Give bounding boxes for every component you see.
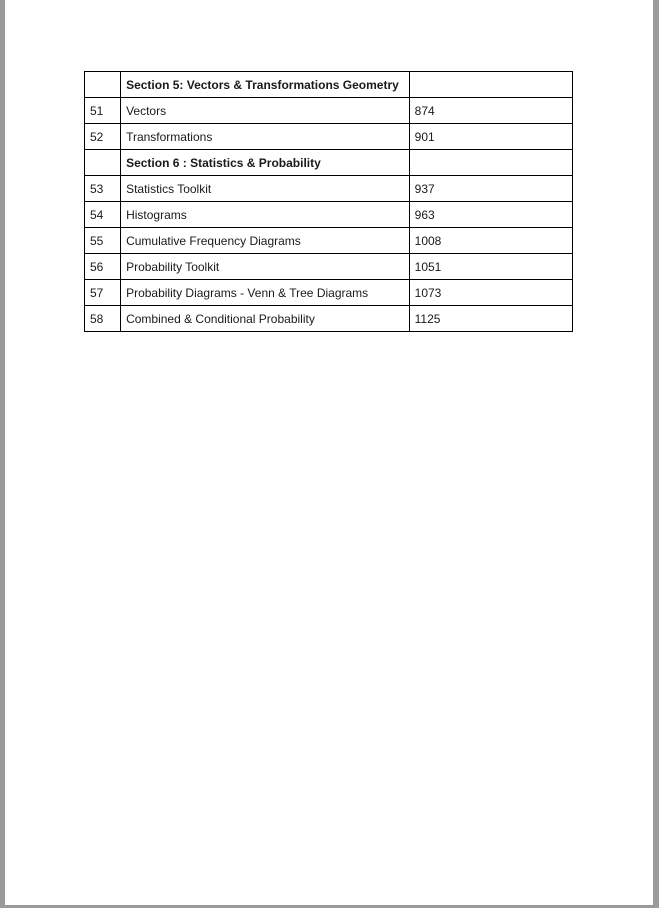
section-title: Section 5: Vectors & Transformations Geometry: [121, 72, 410, 98]
table-row: [85, 176, 573, 202]
row-page: 1073: [409, 280, 572, 306]
viewer-right-border: [653, 0, 659, 908]
table-row: [85, 124, 573, 150]
row-title: Cumulative Frequency Diagrams: [121, 228, 410, 254]
table-row: [85, 228, 573, 254]
row-number: 53: [85, 176, 121, 202]
table-row: [85, 280, 573, 306]
contents-table: [84, 71, 573, 332]
row-page: 1051: [409, 254, 572, 280]
row-page: 901: [409, 124, 572, 150]
table-row: [85, 202, 573, 228]
row-title: Histograms: [121, 202, 410, 228]
section-title: Section 6 : Statistics & Probability: [121, 150, 410, 176]
row-number: 51: [85, 98, 121, 124]
section-row: [85, 150, 573, 176]
table-row: [85, 306, 573, 332]
table-row: [85, 254, 573, 280]
row-number: 52: [85, 124, 121, 150]
document-page: [5, 0, 653, 905]
row-page: 1008: [409, 228, 572, 254]
row-number: 56: [85, 254, 121, 280]
row-number: 58: [85, 306, 121, 332]
row-page: 937: [409, 176, 572, 202]
row-title: Probability Diagrams - Venn & Tree Diagrams: [121, 280, 410, 306]
row-page: [409, 72, 572, 98]
row-page: 963: [409, 202, 572, 228]
row-title: Statistics Toolkit: [121, 176, 410, 202]
row-number: [85, 150, 121, 176]
row-page: 1125: [409, 306, 572, 332]
table-row: [85, 98, 573, 124]
row-title: Transformations: [121, 124, 410, 150]
row-number: [85, 72, 121, 98]
row-page: [409, 150, 572, 176]
row-number: 54: [85, 202, 121, 228]
row-number: 57: [85, 280, 121, 306]
row-page: 874: [409, 98, 572, 124]
row-number: 55: [85, 228, 121, 254]
row-title: Vectors: [121, 98, 410, 124]
row-title: Probability Toolkit: [121, 254, 410, 280]
row-title: Combined & Conditional Probability: [121, 306, 410, 332]
section-row: [85, 72, 573, 98]
